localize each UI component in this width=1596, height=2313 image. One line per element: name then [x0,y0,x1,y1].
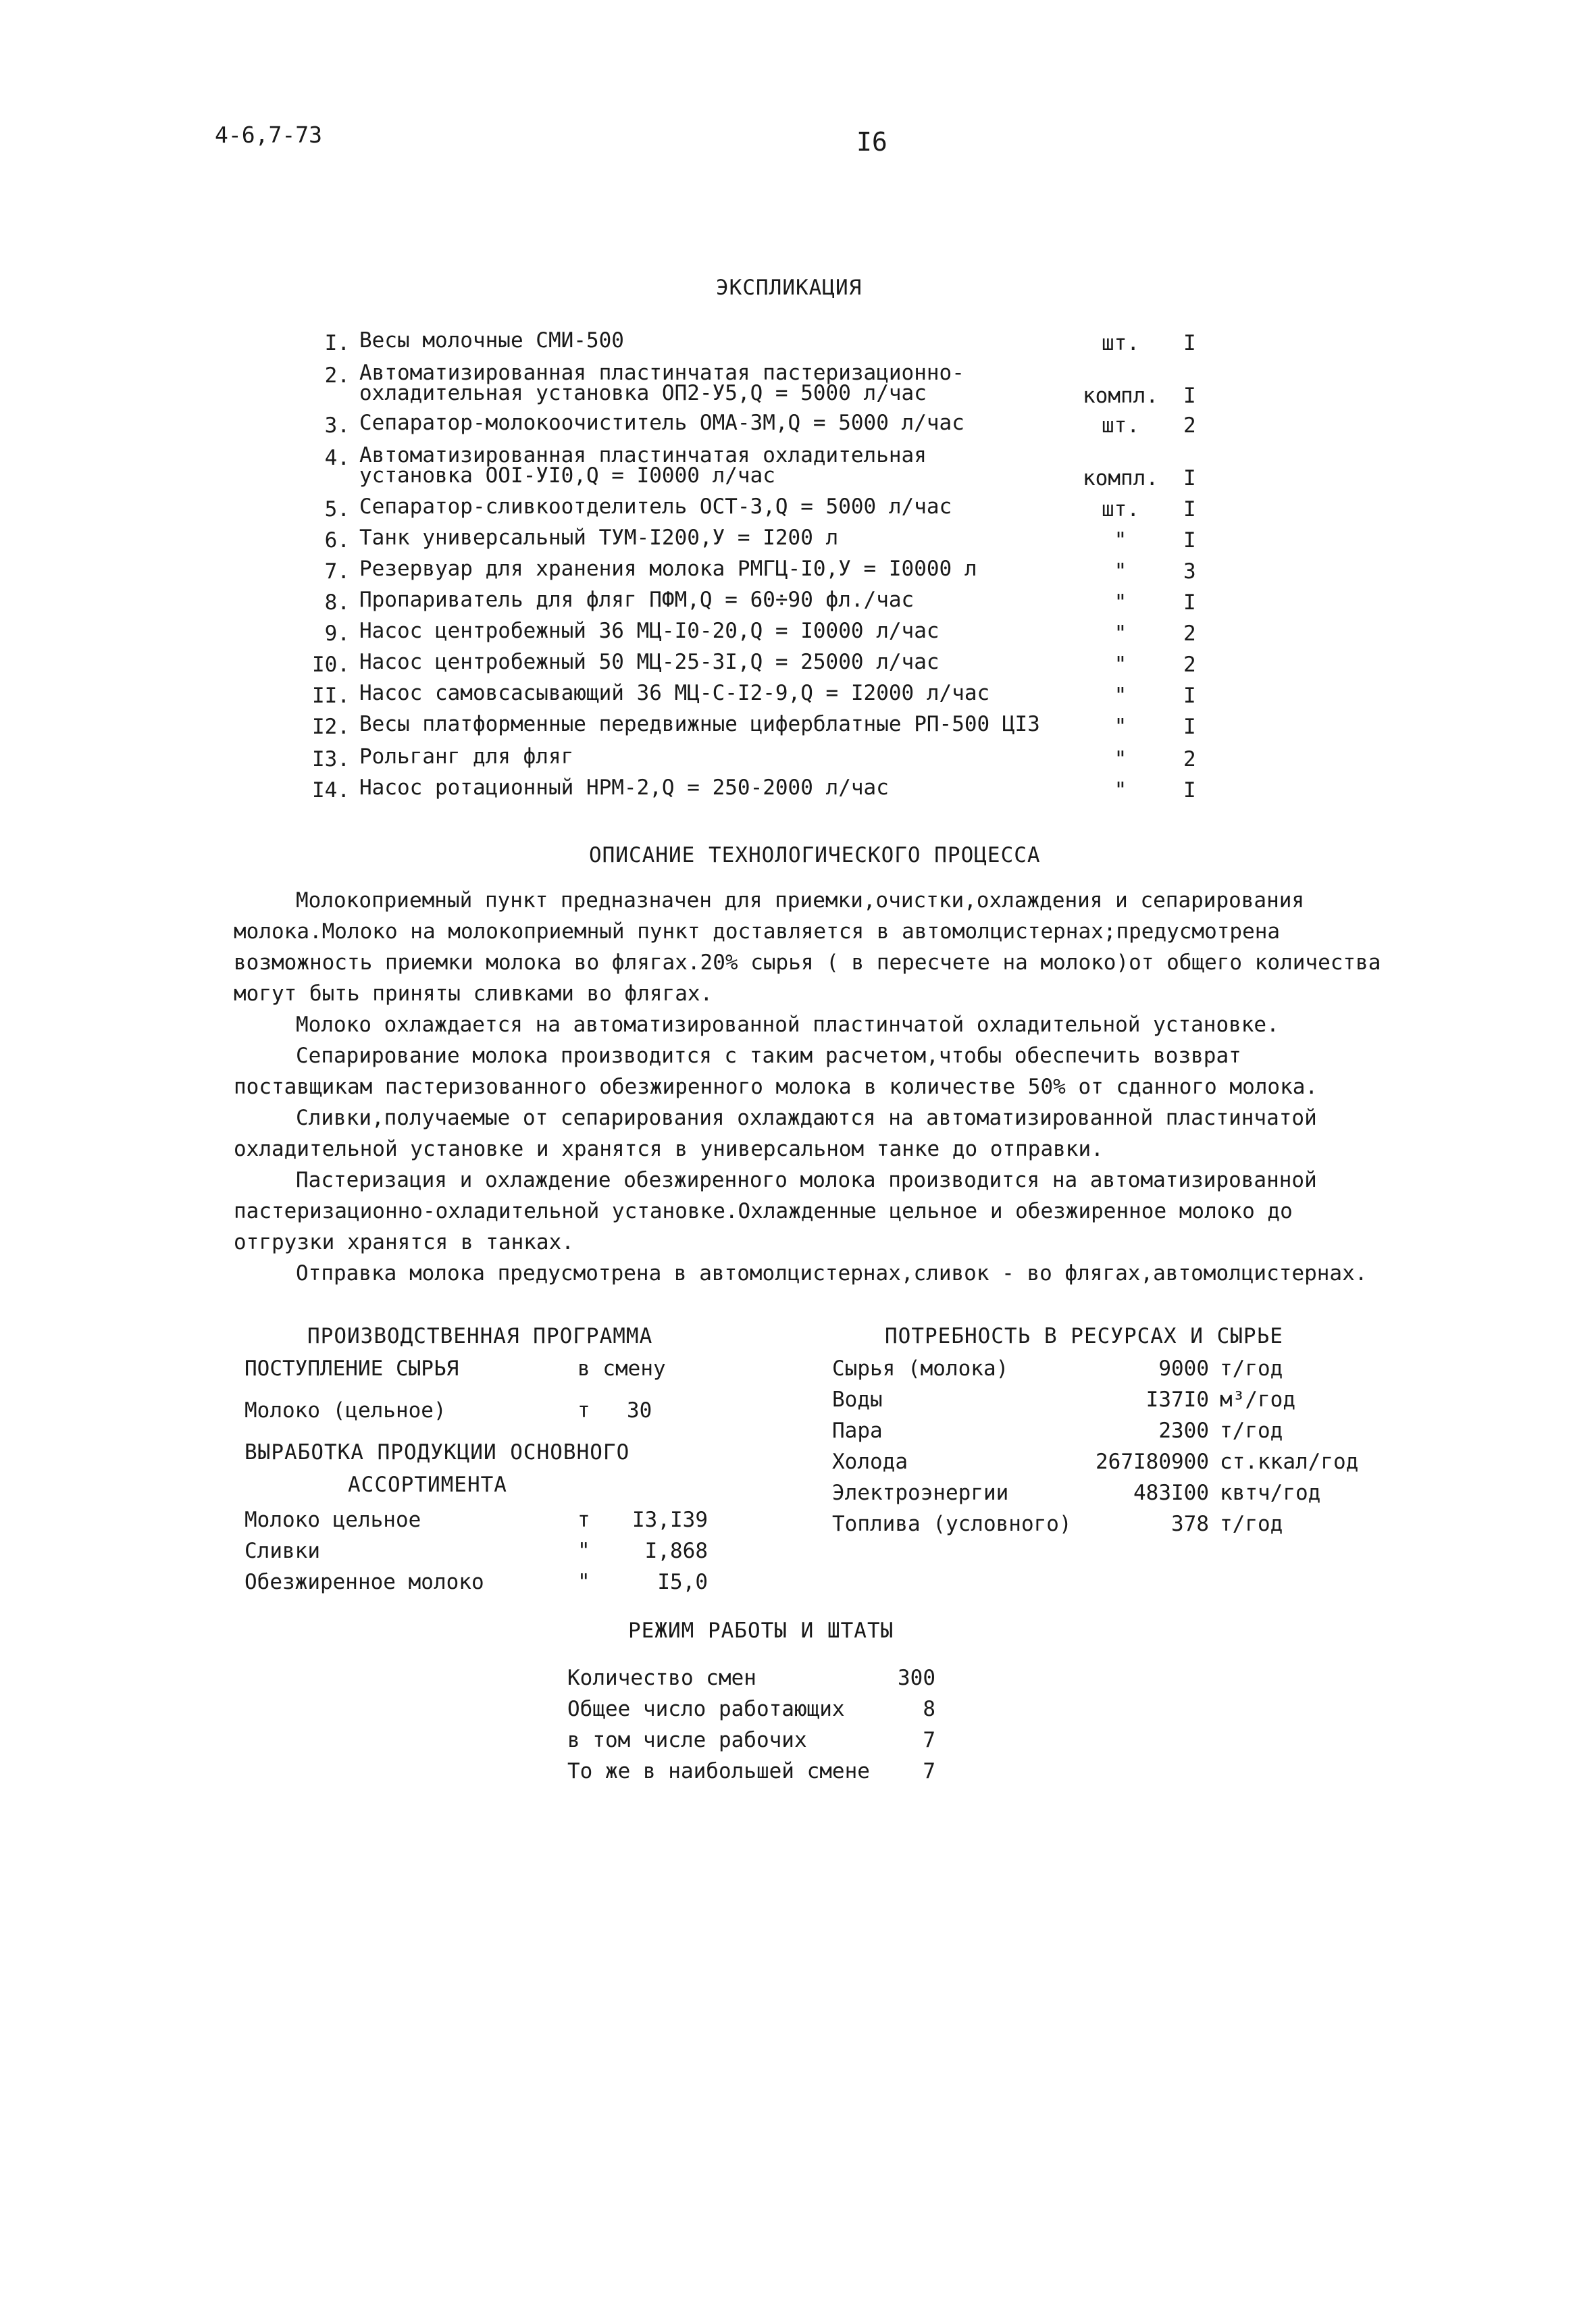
explication-item-text: Насос центробежный 50 МЦ-25-3I,Q = 25000 л/час [359,650,939,674]
explication-item-text: Пропариватель для фляг ПФМ,Q = 60÷90 фл./час [359,588,915,612]
output-title-line-1: ВЫРАБОТКА ПРОДУКЦИИ ОСНОВНОГО [244,1440,630,1465]
explication-item-number: 4. [324,446,350,470]
document-code: 4-6,7-73 [215,122,322,148]
output-row-value: I3,I39 [632,1508,708,1532]
explication-item-number: II. [312,684,350,708]
staff-row-value: 300 [898,1666,935,1690]
explication-item-text: Насос центробежный 36 МЦ-I0-20,Q = I0000 л/час [359,619,939,643]
explication-item-quantity: 3 [1183,559,1196,584]
explication-item-text: Весы платформенные передвижные циферблатные РП-500 ЦI3 [359,712,1040,736]
staff-title: РЕЖИМ РАБОТЫ И ШТАТЫ [628,1619,894,1643]
intake-row-value: 30 [627,1398,652,1423]
explication-item-number: I. [324,331,350,355]
explication-item-quantity: 2 [1183,413,1196,438]
intake-row-name: Молоко (цельное) [244,1398,446,1423]
per-shift-label: в смену [577,1356,666,1381]
explication-item-quantity: 2 [1183,621,1196,646]
explication-item-unit: " [1114,528,1127,553]
explication-item-number: 8. [324,590,350,615]
explication-item-unit: шт. [1102,413,1139,438]
staff-row-value: 7 [923,1759,935,1783]
resource-row-unit: ст.ккал/год [1220,1450,1359,1474]
resource-row-name: Пара [832,1419,883,1443]
resource-row-name: Холода [832,1450,908,1474]
process-paragraph-2: Молоко охлаждается на автоматизированной пластинчатой охладительной установке. [296,1013,1279,1037]
explication-item-text: Автоматизированная пластинчатая пастеризационно- [359,361,964,385]
process-paragraph-1: Молокоприемный пункт предназначен для приемки,очистки,охлаждения и сепарирования молока.Молоко на молокоприемный пункт доставляется в автомолцистернах;предусмотрена возможность приемки молока во флягах.20% сырья ( в пересчете на молоко)от общего количества могут быть приняты сливками во флягах. [234,888,1381,1006]
intake-label: ПОСТУПЛЕНИЕ СЫРЬЯ [244,1356,459,1381]
explication-item-number: I4. [312,778,350,803]
explication-item-number: 9. [324,621,350,646]
explication-item-quantity: I [1183,715,1196,739]
output-row-unit: т [577,1508,590,1532]
explication-item-unit: шт. [1102,497,1139,522]
explication-item-text: Сепаратор-сливкоотделитель ОСТ-3,Q = 5000 л/час [359,494,952,519]
explication-item-unit: " [1114,559,1127,584]
explication-item-quantity: I [1183,590,1196,615]
resource-row-name: Сырья (молока) [832,1356,1009,1381]
output-row-value: I,868 [644,1539,708,1563]
explication-item-quantity: 2 [1183,653,1196,677]
explication-item-unit: компл. [1083,466,1158,490]
resource-row-value: 267I80900 [1096,1450,1209,1474]
explication-item-number: 7. [324,559,350,584]
explication-item-number: 6. [324,528,350,553]
process-description [234,885,1382,1289]
explication-item-unit: компл. [1083,384,1158,408]
process-paragraph-5: Пастеризация и охлаждение обезжиренного молока производится на автоматизированной пастеризационно-охладительной установке.Охлажденные цельное и обезжиренное молоко до отгрузки хранятся в танках. [234,1168,1317,1254]
explication-item-unit: " [1114,621,1127,646]
staff-row-name: То же в наибольшей смене [567,1759,870,1783]
process-title: ОПИСАНИЕ ТЕХНОЛОГИЧЕСКОГО ПРОЦЕССА [589,843,1041,867]
explication-item-unit: " [1114,653,1127,677]
explication-item-number: 3. [324,413,350,438]
explication-item-unit: шт. [1102,331,1139,355]
intake-row-unit: т [577,1398,590,1423]
explication-item-quantity: I [1183,466,1196,490]
explication-item-text: Резервуар для хранения молока РМГЦ-I0,У = I0000 л [359,557,977,581]
output-row-name: Молоко цельное [244,1508,421,1532]
explication-item-quantity: 2 [1183,747,1196,771]
explication-item-number: 2. [324,363,350,388]
resource-row-name: Электроэнергии [832,1481,1009,1505]
explication-item-text: установка ООI-УI0,Q = I0000 л/час [359,463,775,488]
explication-item-number: 5. [324,497,350,522]
resource-row-name: Воды [832,1388,883,1412]
staff-row-name: в том числе рабочих [567,1728,807,1752]
explication-item-quantity: I [1183,384,1196,408]
output-row-name: Обезжиренное молоко [244,1570,484,1594]
explication-item-text: Весы молочные СМИ-500 [359,328,624,353]
staff-row-value: 7 [923,1728,935,1752]
explication-item-unit: " [1114,747,1127,771]
explication-item-text: Насос ротационный НРМ-2,Q = 250-2000 л/час [359,776,889,800]
resource-row-unit: т/год [1220,1512,1283,1536]
output-title-line-2: АССОРТИМЕНТА [348,1473,507,1497]
explication-item-quantity: I [1183,778,1196,803]
resource-row-unit: квтч/год [1220,1481,1321,1505]
explication-title: ЭКСПЛИКАЦИЯ [716,276,863,300]
explication-item-text: охладительная установка ОП2-У5,Q = 5000 л/час [359,381,927,405]
explication-item-number: I3. [312,747,350,771]
staff-row-name: Общее число работающих [567,1697,845,1721]
explication-item-text: Танк универсальный ТУМ-I200,У = I200 л [359,526,839,550]
explication-item-text: Рольганг для фляг [359,744,574,769]
resource-row-value: 2300 [1158,1419,1209,1443]
resource-row-value: 378 [1171,1512,1209,1536]
process-paragraph-4: Сливки,получаемые от сепарирования охлаждаются на автоматизированной пластинчатой охладительной установке и хранятся в универсальном танке до отправки. [234,1106,1317,1161]
process-paragraph-3: Сепарирование молока производится с таким расчетом,чтобы обеспечить возврат поставщикам пастеризованного обезжиренного молока в количестве 50% от сданного молока. [234,1044,1318,1099]
page-number: I6 [856,127,887,157]
explication-item-text: Насос самовсасывающий 36 МЦ-С-I2-9,Q = I2000 л/час [359,681,990,705]
resources-title: ПОТРЕБНОСТЬ В РЕСУРСАХ И СЫРЬЕ [885,1324,1283,1348]
explication-item-text: Автоматизированная пластинчатая охладительная [359,443,927,467]
resource-row-value: I37I0 [1145,1388,1209,1412]
output-row-value: I5,0 [657,1570,708,1594]
explication-item-unit: " [1114,715,1127,739]
explication-item-unit: " [1114,590,1127,615]
output-row-unit: " [577,1570,590,1594]
explication-item-quantity: I [1183,331,1196,355]
resource-row-unit: м³/год [1220,1388,1295,1412]
staff-row-value: 8 [923,1697,935,1721]
explication-item-text: Сепаратор-молокоочиститель ОМА-3М,Q = 5000 л/час [359,411,964,435]
explication-item-number: I2. [312,715,350,739]
resource-row-unit: т/год [1220,1419,1283,1443]
explication-item-quantity: I [1183,684,1196,708]
process-paragraph-6: Отправка молока предусмотрена в автомолцистернах,сливок - во флягах,автомолцистернах. [296,1261,1368,1286]
program-title: ПРОИЗВОДСТВЕННАЯ ПРОГРАММА [307,1324,653,1348]
explication-item-number: I0. [312,653,350,677]
resource-row-value: 9000 [1158,1356,1209,1381]
staff-row-name: Количество смен [567,1666,756,1690]
explication-item-unit: " [1114,778,1127,803]
explication-item-quantity: I [1183,528,1196,553]
resource-row-unit: т/год [1220,1356,1283,1381]
resource-row-value: 483I00 [1133,1481,1209,1505]
explication-item-unit: " [1114,684,1127,708]
output-row-name: Сливки [244,1539,320,1563]
output-row-unit: " [577,1539,590,1563]
resource-row-name: Топлива (условного) [832,1512,1072,1536]
explication-item-quantity: I [1183,497,1196,522]
